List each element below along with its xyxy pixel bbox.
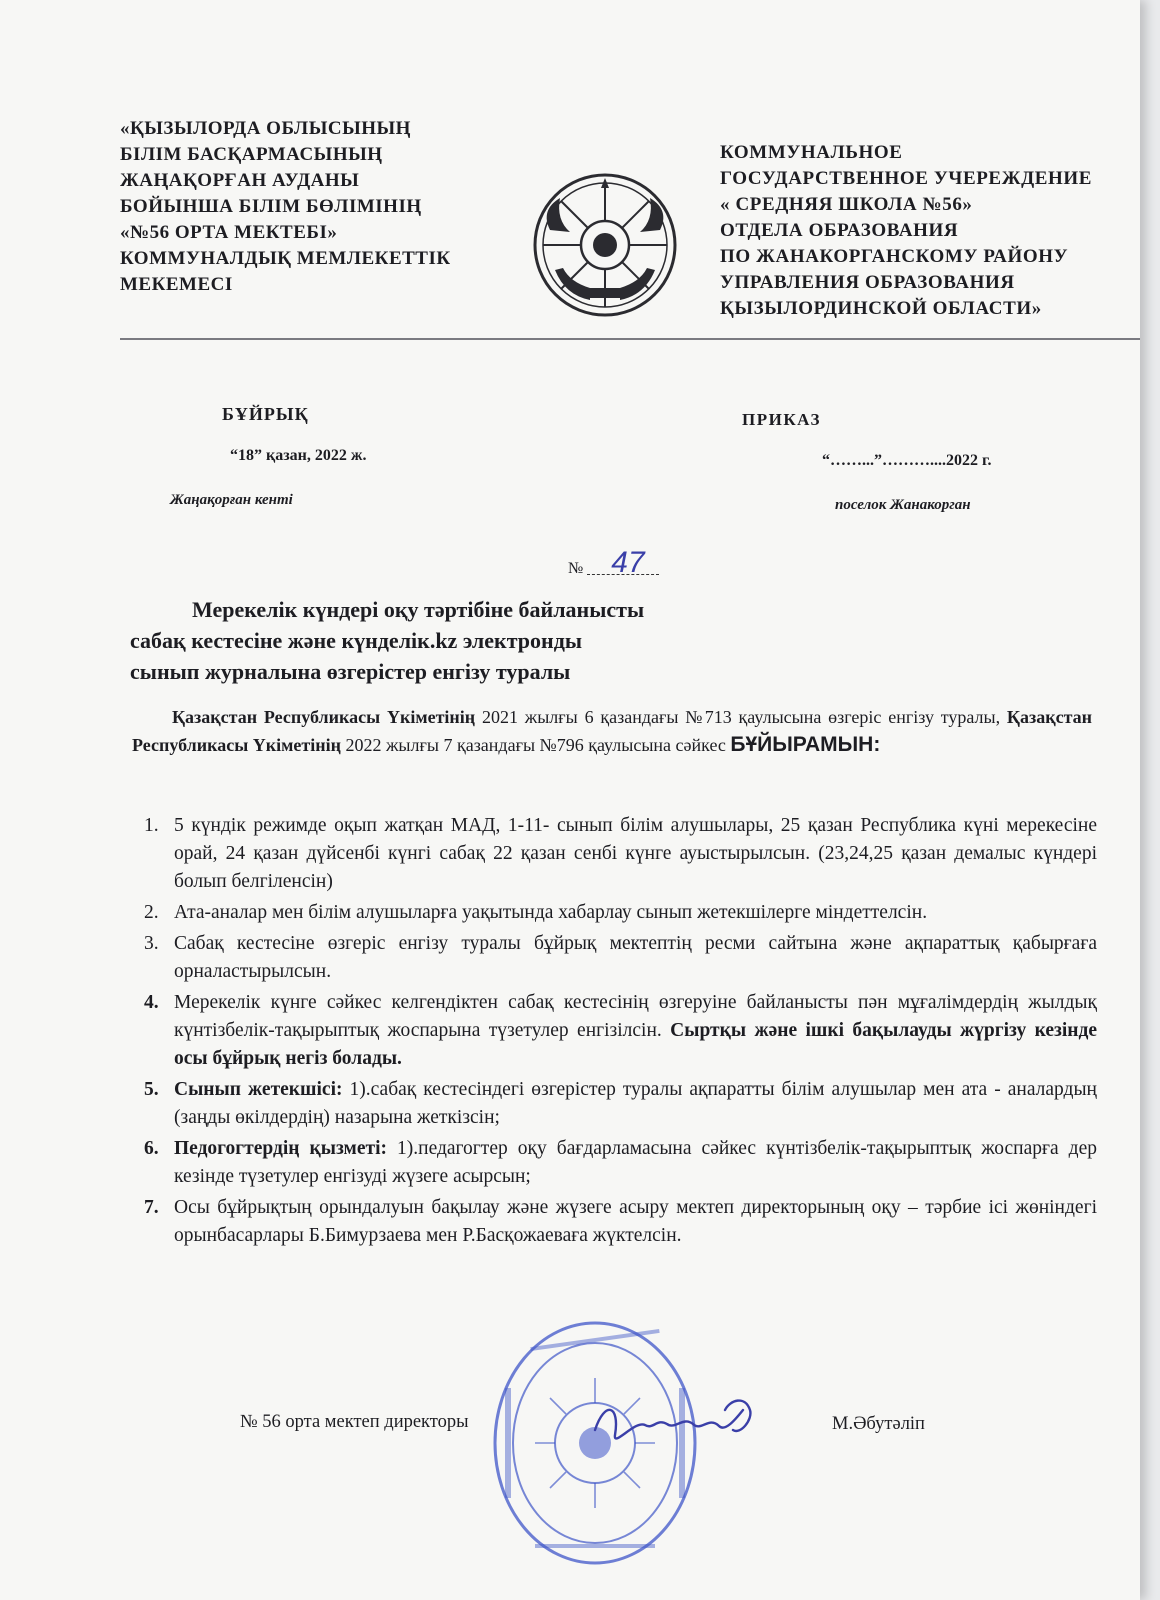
signature-role: № 56 орта мектеп директоры bbox=[240, 1412, 469, 1432]
header-ru-line: ОТДЕЛА ОБРАЗОВАНИЯ bbox=[720, 220, 959, 241]
header-ru-line: КОММУНАЛЬНОЕ bbox=[720, 142, 903, 163]
header-kz-line: БОЙЫНША БІЛІМ БӨЛІМІНІҢ bbox=[120, 196, 422, 217]
header-kz-line: БІЛІМ БАСҚАРМАСЫНЫҢ bbox=[120, 144, 383, 165]
item-text: Ата-аналар мен білім алушыларға уақытында хабарлау сынып жетекшілерге міндеттелсін. bbox=[174, 902, 928, 923]
order-item-2 bbox=[132, 899, 1097, 927]
intro-gov-2: Қазақстан Республикасы Үкіметінің bbox=[132, 707, 1092, 755]
item-number: 3. bbox=[144, 933, 159, 954]
order-number bbox=[568, 546, 659, 579]
item-text: 1).сабақ кестесіндегі өзгерістер туралы ақпаратты білім алушылар мен ата - аналардың (заңды өкілдердің) назарына жеткізсін; bbox=[174, 1079, 1097, 1128]
item-number: 5. bbox=[144, 1079, 159, 1100]
intro-text-2: 2022 жылғы 7 қазандағы №796 қаулысына сәйкес bbox=[340, 735, 731, 755]
item-text: 5 күндік режимде оқып жатқан МАД, 1-11- сынып білім алушылары, 25 қазан Республика күні мерекесіне орай, 24 қазан дүйсенбі күнгі сабақ 22 қазан сенбі күнге ауыстырылсын. (23,24,25 қазан демалыс күндері болып белгіленсін) bbox=[174, 815, 1097, 892]
item-number: 2. bbox=[144, 902, 159, 923]
header-ru-line: ҚЫЗЫЛОРДИНСКОЙ ОБЛАСТИ» bbox=[720, 298, 1042, 319]
item-number: 7. bbox=[144, 1197, 159, 1218]
header-kazakh bbox=[120, 116, 520, 298]
order-item-6 bbox=[132, 1135, 1097, 1191]
intro-paragraph bbox=[132, 704, 1092, 759]
title-line: сынып журналына өзгерістер енгізу туралы bbox=[130, 659, 571, 684]
number-line bbox=[587, 546, 659, 579]
header-divider bbox=[120, 338, 1140, 340]
item-number: 6. bbox=[144, 1138, 159, 1159]
item-text: Мерекелік күнге сәйкес келгендіктен сабақ кестесінің өзгеруіне байланысты пән мұғалімдердің жылдық күнтізбелік-тақырыптық жоспарына түзетулер енгізілсін. bbox=[174, 992, 1097, 1041]
item-bold-lead: Педогогтердің қызметі: bbox=[174, 1138, 387, 1159]
item-text: 1).педагогтер оқу бағдарламасына сәйкес күнтізбелік-тақырыптық жоспарға дер кезінде түзетулер енгізуді жүзеге асырсын; bbox=[174, 1138, 1097, 1187]
header-ru-line: ГОСУДАРСТВЕННОЕ УЧЕРЕЖДЕНИЕ bbox=[720, 168, 1093, 189]
order-item-4 bbox=[132, 989, 1097, 1073]
item-bold-text: Сыртқы және ішкі бақылауды жүргізу кезінде осы бұйрық негіз болады. bbox=[174, 1020, 1097, 1069]
order-item-7 bbox=[132, 1194, 1097, 1250]
intro-text-1: 2021 жылғы 6 қазандағы №713 қаулысына өзгеріс енгізу туралы, bbox=[475, 707, 1007, 727]
director-signature-icon bbox=[575, 1380, 775, 1460]
item-bold-lead: Сынып жетекшісі: bbox=[174, 1079, 343, 1100]
signature-name: М.Әбутәліп bbox=[832, 1414, 925, 1434]
header-kz-line: «№56 ОРТА МЕКТЕБІ» bbox=[120, 222, 338, 243]
order-item-5 bbox=[132, 1076, 1097, 1132]
header-ru-line: « СРЕДНЯЯ ШКОЛА №56» bbox=[720, 194, 973, 215]
date-ru: “……...”………....2022 г. bbox=[822, 452, 992, 469]
title-line: Мерекелік күндері оқу тәртібіне байланысты bbox=[192, 597, 645, 622]
item-text: Осы бұйрықтың орындалуын бақылау және жүзеге асыру мектеп директорының оқу – тәрбие ісі жөніндегі орынбасарлары Б.Бимурзаева мен Р.Басқожаеваға жүктелсін. bbox=[174, 1197, 1097, 1246]
order-item-1 bbox=[132, 812, 1097, 896]
number-label: № bbox=[568, 560, 584, 577]
state-emblem-icon bbox=[530, 170, 680, 320]
item-number: 1. bbox=[144, 815, 159, 836]
order-item-3 bbox=[132, 930, 1097, 986]
order-label-ru: ПРИКАЗ bbox=[742, 410, 821, 429]
title-line: сабақ кестесіне және күнделік.kz электронды bbox=[130, 628, 583, 653]
intro-gov-1: Қазақстан Республикасы Үкіметінің bbox=[172, 707, 476, 727]
order-items bbox=[132, 812, 1097, 1253]
header-russian bbox=[720, 140, 1140, 322]
place-kz: Жаңақорған кенті bbox=[170, 492, 293, 508]
document-title bbox=[130, 594, 830, 687]
intro-order-word: БҰЙЫРАМЫН: bbox=[730, 733, 881, 756]
order-label-kz: БҰЙРЫҚ bbox=[222, 404, 309, 424]
header-ru-line: УПРАВЛЕНИЯ ОБРАЗОВАНИЯ bbox=[720, 272, 1015, 293]
header-kz-line: КОММУНАЛДЫҚ МЕМЛЕКЕТТІК bbox=[120, 248, 451, 269]
item-number: 4. bbox=[144, 992, 159, 1013]
header-kz-line: МЕКЕМЕСІ bbox=[120, 274, 233, 295]
place-ru: поселок Жанакорган bbox=[835, 497, 971, 513]
date-kz: “18” қазан, 2022 ж. bbox=[230, 447, 367, 464]
header-kz-line: ЖАҢАҚОРҒАН АУДАНЫ bbox=[120, 170, 360, 191]
number-value: 47 bbox=[611, 546, 645, 579]
header-ru-line: ПО ЖАНАКОРГАНСКОМУ РАЙОНУ bbox=[720, 246, 1069, 267]
header-kz-line: «ҚЫЗЫЛОРДА ОБЛЫСЫНЫҢ bbox=[120, 118, 411, 139]
item-text: Сабақ кестесіне өзгеріс енгізу туралы бұйрық мектептің ресми сайтына және ақпараттық қабырғаға орналастырылсын. bbox=[174, 933, 1097, 982]
